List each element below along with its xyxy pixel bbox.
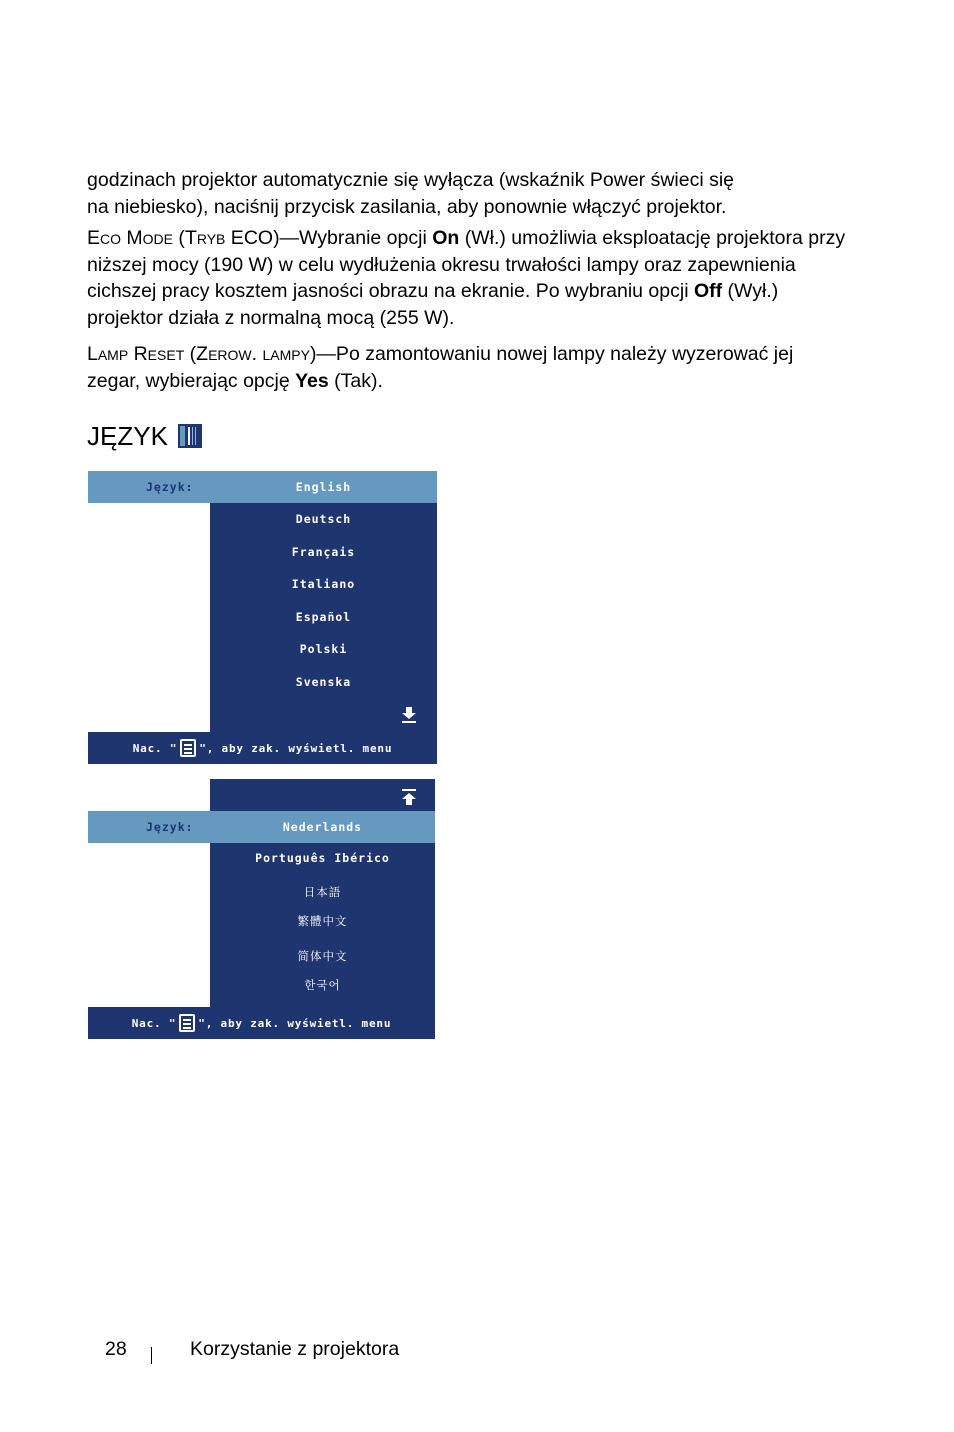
osd1-footer-pre: Nac. " <box>132 741 178 755</box>
osd2-footer <box>88 1007 435 1039</box>
osd1-language-label: Język: <box>146 480 194 494</box>
eco-after-off: (Wył.) projektor działa z normalną mocą (255 W). <box>87 280 779 329</box>
eco-open-paren: ( <box>173 227 185 249</box>
osd2-option[interactable]: 简体中文 <box>297 949 348 963</box>
osd2-option[interactable]: Português Ibérico <box>255 851 390 865</box>
osd2-selected-row[interactable] <box>88 811 435 843</box>
eco-tryb-term: Tryb <box>184 227 226 249</box>
footer-section-title: Korzystanie z projektora <box>190 1338 400 1360</box>
footer-divider <box>151 1347 152 1364</box>
lamp-reset-paragraph <box>87 341 847 394</box>
osd2-option[interactable]: 日本語 <box>303 885 342 899</box>
osd2-language-label: Język: <box>146 820 194 834</box>
osd1-option[interactable]: Français <box>291 545 356 559</box>
lamp-reset-term: Lamp Reset <box>87 343 185 365</box>
eco-on-option: On <box>432 227 460 249</box>
osd2-footer-pre: Nac. " <box>131 1016 177 1030</box>
osd2-selected-language: Nederlands <box>282 820 363 834</box>
intro-line-1: godzinach projektor automatycznie się wyłącza (wskaźnik Power świeci się <box>87 169 735 191</box>
lamp-zerow-term: Zerow. lampy <box>196 343 310 365</box>
osd2-footer-post: ", aby zak. wyświetl. menu <box>198 1016 392 1030</box>
lamp-rest: )—Po zamontowaniu nowej lampy należy wyzerować jej zegar, wybierając opcję <box>87 343 794 392</box>
language-menu-page-1 <box>88 471 437 764</box>
eco-after-on: (Wł.) umożliwia eksploatację projektora przy niższej mocy (190 W) w celu wydłużenia okresu trwałości lampy oraz zapewnienia cichszej pracy kosztem jasności obrazu na ekranie. Po wybraniu opcji <box>87 227 846 302</box>
osd1-option[interactable]: Svenska <box>295 675 352 689</box>
osd1-selected-language: English <box>295 480 352 494</box>
language-icon <box>176 422 204 450</box>
osd2-option[interactable]: 繁體中文 <box>297 914 348 928</box>
eco-mode-paragraph <box>87 225 847 331</box>
intro-paragraph <box>87 167 847 220</box>
section-heading <box>87 420 204 452</box>
lamp-after-yes: (Tak). <box>328 369 383 392</box>
lamp-open-paren: ( <box>184 343 197 365</box>
eco-mode-term: Eco Mode <box>87 227 174 249</box>
osd1-selected-row[interactable] <box>88 471 437 503</box>
lamp-yes-option: Yes <box>295 369 329 392</box>
osd1-option[interactable]: Deutsch <box>295 512 352 526</box>
menu-button-icon <box>179 1014 195 1032</box>
osd1-footer-post: ", aby zak. wyświetl. menu <box>199 741 393 755</box>
eco-off-option: Off <box>693 280 723 302</box>
scroll-up-icon[interactable] <box>400 788 418 806</box>
section-title: JĘZYK <box>87 421 168 451</box>
scroll-down-icon[interactable] <box>400 706 418 724</box>
intro-line-2: na niebiesko), naciśnij przycisk zasilania, aby ponownie włączyć projektor. <box>87 195 727 218</box>
osd1-footer <box>88 732 437 764</box>
osd1-option[interactable]: Italiano <box>291 577 356 591</box>
menu-button-icon <box>180 739 196 757</box>
osd2-option[interactable]: 한국어 <box>304 978 341 992</box>
osd1-option[interactable]: Polski <box>299 642 348 656</box>
eco-rest: ECO)—Wybranie opcji <box>225 227 433 249</box>
language-menu-page-2 <box>88 779 435 1039</box>
osd1-option[interactable]: Español <box>295 610 352 624</box>
page-number: 28 <box>105 1338 127 1360</box>
